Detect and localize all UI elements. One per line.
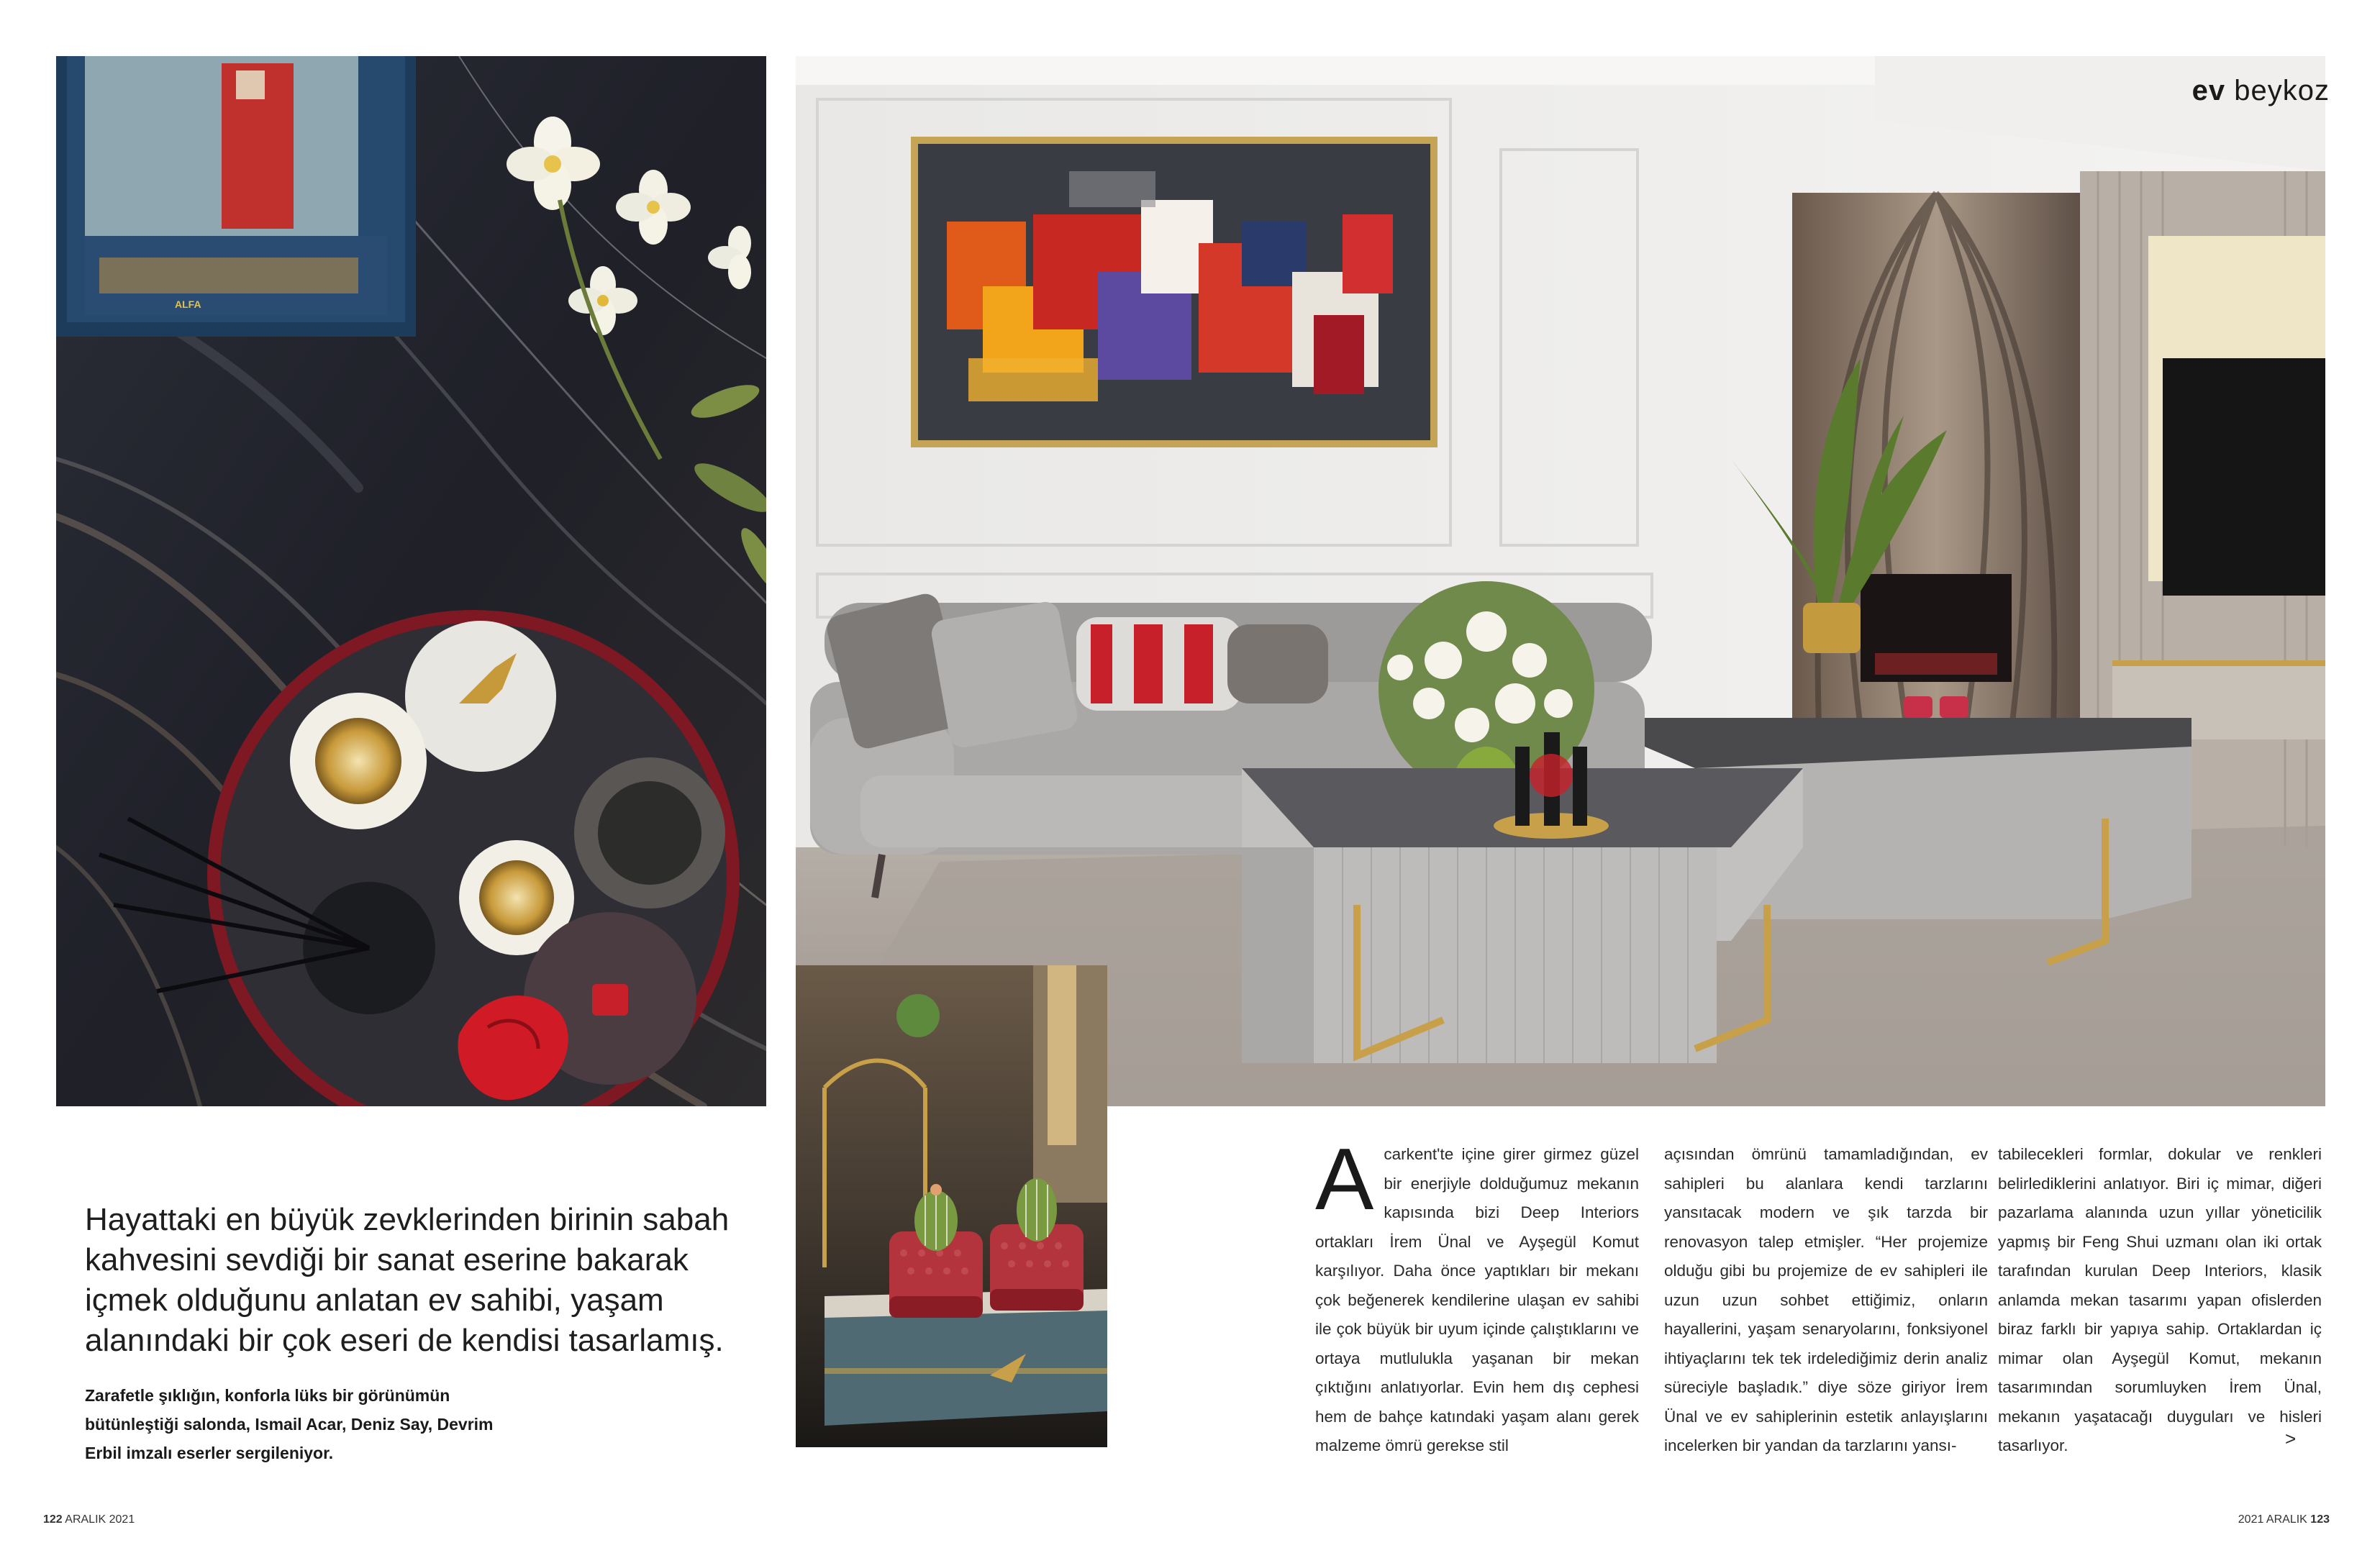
issue-left: ARALIK 2021 (65, 1513, 135, 1526)
drop-cap: A (1315, 1130, 1374, 1228)
photo-marble-table-top (56, 56, 766, 1106)
photo-cactus-pots (796, 965, 1107, 1447)
column-1-text: carkent'te içine girer girmez güzel bir enerjiyle dolduğumuz mekanın kapısında bizi Deep Interiors ortakları İrem Ünal ve Ayşegül Komut karşılıyor. Daha önce yaptıkları bir mekanı çok beğenerek kendilerine ulaşan ev sahibi ile çok büyük bir uyum içinde çalıştıklarını ve ortaya mutlulukla yaşanan bir mekan çıktığını anlatıyorlar. Evin hem dış cephesi hem de bahçe katındaki yaşam alanı gerek malzeme ömrü gerekse stil (1315, 1145, 1639, 1454)
book-brand-text: ALFA (175, 299, 201, 310)
brand-section: beykoz (2234, 75, 2330, 106)
brand-ev: ev (2191, 75, 2226, 106)
continue-arrow-icon: > (2285, 1428, 2297, 1449)
folio-right (2238, 1513, 2330, 1526)
photo-caption: Zarafetle şıklığın, konforla lüks bir görünümün bütünleştiği salonda, Ismail Acar, Deniz Say, Devrim Erbil imzalı eserler sergileniyor. (85, 1386, 494, 1462)
page-number-left: 122 (43, 1513, 63, 1526)
folio-left (43, 1513, 135, 1526)
section-brand (2192, 75, 2330, 107)
photo-living-room (796, 56, 2325, 1106)
page-number-right: 123 (2310, 1513, 2330, 1526)
article-column-2: açısından ömrünü tamamladığından, ev sahipleri bu alanlara kendi tarzlarını yansıtacak modern ve şık tarzda bir renovasyon talep etmişler. “Her projemize olduğu gibi bu projemize de ev sahipleri ile uzun uzun sohbet ettiğimiz, onların hayallerini, yaşam senaryolarını, fonksiyonel ihtiyaçlarını tek tek irdelediğimiz derin analiz süreciyle başladık.” diye söze giriyor İrem Ünal ve ev sahiplerinin estetik anlayışlarını incelerken bir yandan da tarzlarını yansı- (1664, 1145, 1988, 1454)
intro-text: Hayattaki en büyük zevklerinden birinin sabah kahvesini sevdiği bir sanat eserine bakarak içmek olduğunu anlatan ev sahibi, yaşam alanındaki bir çok eseri de kendisi tasarlamış. (85, 1202, 730, 1358)
article-column-3: tabilecekleri formlar, dokular ve renkleri belirlediklerini anlatıyor. Biri iç mimar, diğeri pazarlama alanında uzun yıllar yöneticilik yapmış bir Feng Shui uzmanı olan iki ortak tarafından kurulan Deep Interiors, klasik anlamda mekan tasarımı yapan ofislerden biraz farklı bir yapıya sahip. Ortaklardan iç mimar olan Ayşegül Komut, mekanın tasarımından sorumluyken İrem Ünal, mekanın yaşatacağı duyguları ve hisleri tasarlıyor. (1998, 1145, 2322, 1454)
issue-right: 2021 ARALIK (2238, 1513, 2307, 1526)
article-column-1 (1315, 1130, 1639, 1461)
